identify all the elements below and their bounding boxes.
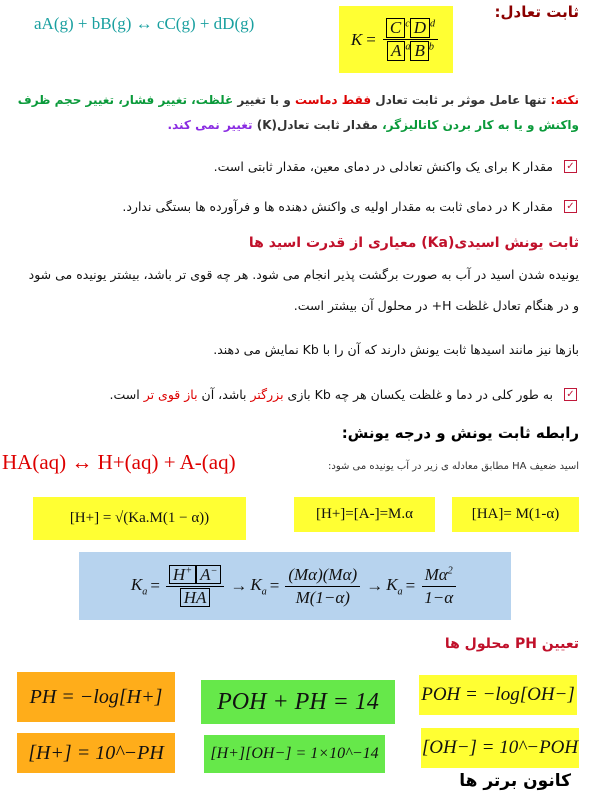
water-ion-product: [H+][OH−] = 1×10^−14 bbox=[204, 735, 385, 773]
equilibrium-reaction: aA(g) + bB(g) ↔ cC(g) + dD(g) bbox=[34, 14, 255, 33]
brand-logo: کانون برتر ها bbox=[459, 771, 571, 791]
equilibrium-title: ثابت تعادل: bbox=[494, 3, 579, 21]
ka-derivation-box: $K_a$ = $\frac{H^+ A^-}{HA}$ → $K_a$ = $\frac{(M\alpha)(M\alpha)}{M(1-\alpha)}$ → $K_a$ = $\frac{M\alpha^2}{1-\alpha}$ bbox=[79, 552, 511, 620]
checkbox-icon: ✓ bbox=[564, 160, 577, 173]
relation-reaction: HA(aq) ↔ H+(aq) + A-(aq) bbox=[2, 450, 236, 474]
bullet-item: مقدار K برای یک واکنش تعادلی در دمای معین، مقدار ثابتی است. bbox=[213, 159, 553, 174]
ph-section-title: تعیین PH محلول ها bbox=[444, 636, 579, 652]
k-symbol: K bbox=[350, 29, 363, 49]
checkbox-icon: ✓ bbox=[564, 388, 577, 401]
oh-concentration: [OH−] = 10^−POH bbox=[421, 728, 579, 768]
bullet-item: مقدار K در دمای ثابت به مقدار اولیه ی واکنش دهنده ها و فرآورده ها بستگی ندارد. bbox=[122, 199, 553, 214]
ph-poh-sum: POH + PH = 14 bbox=[201, 680, 395, 724]
acid-paragraph-line2: و در هنگام تعادل غلظت H+ در محلول آن بیشتر است. bbox=[293, 298, 579, 313]
relation-title: رابطه ثابت یونش و درجه یونش: bbox=[341, 424, 579, 442]
acid-paragraph-line1: یونیده شدن اسید در آب به صورت برگشت پذیر انجام می شود. هر چه قوی تر باشد، بیشتر یونیده می شود bbox=[28, 267, 579, 282]
base-paragraph: بازها نیز مانند اسیدها ثابت یونش دارند که آن را با Kb نمایش می دهند. bbox=[213, 342, 579, 357]
formula-h-equals-a: [H+]=[A-]=M.α bbox=[294, 497, 435, 532]
h-concentration: [H+] = 10^−PH bbox=[17, 733, 175, 773]
relation-description: اسید ضعیف HA مطابق معادله ی زیر در آب یونیده می شود: bbox=[328, 461, 579, 472]
formula-ha: [HA]= M(1-α) bbox=[452, 497, 579, 532]
poh-definition: POH = −log[OH−] bbox=[419, 675, 577, 715]
equilibrium-constant-box: K = $\frac{C ^c D ^d}{A ^a B ^b}$ bbox=[339, 6, 453, 73]
checkbox-icon: ✓ bbox=[564, 200, 577, 213]
ph-definition: PH = −log[H+] bbox=[17, 672, 175, 722]
formula-h-sqrt: [H+] = √(Ka.M(1 − α)) bbox=[33, 497, 246, 540]
k-fraction: $\frac{C ^c D ^d}{A ^a B ^b}$ bbox=[383, 18, 438, 61]
acid-section-title: ثابت یونش اسیدی(Ka) معیاری از قدرت اسید ها bbox=[248, 235, 579, 251]
note-paragraph: نکته: تنها عامل موثر بر ثابت تعادل فقط دماست و با تغییر غلظت، تغییر فشار، تغییر حجم ظرف واکنش و یا به کار بردن کاتالیزگر، مقدار ثابت تعادل(K) تغییر نمی کند. bbox=[17, 93, 579, 133]
bullet-item: به طور کلی در دما و غلظت یکسان هر چه Kb بازی بزرگتر باشد، آن باز قوی تر است. bbox=[109, 387, 553, 402]
